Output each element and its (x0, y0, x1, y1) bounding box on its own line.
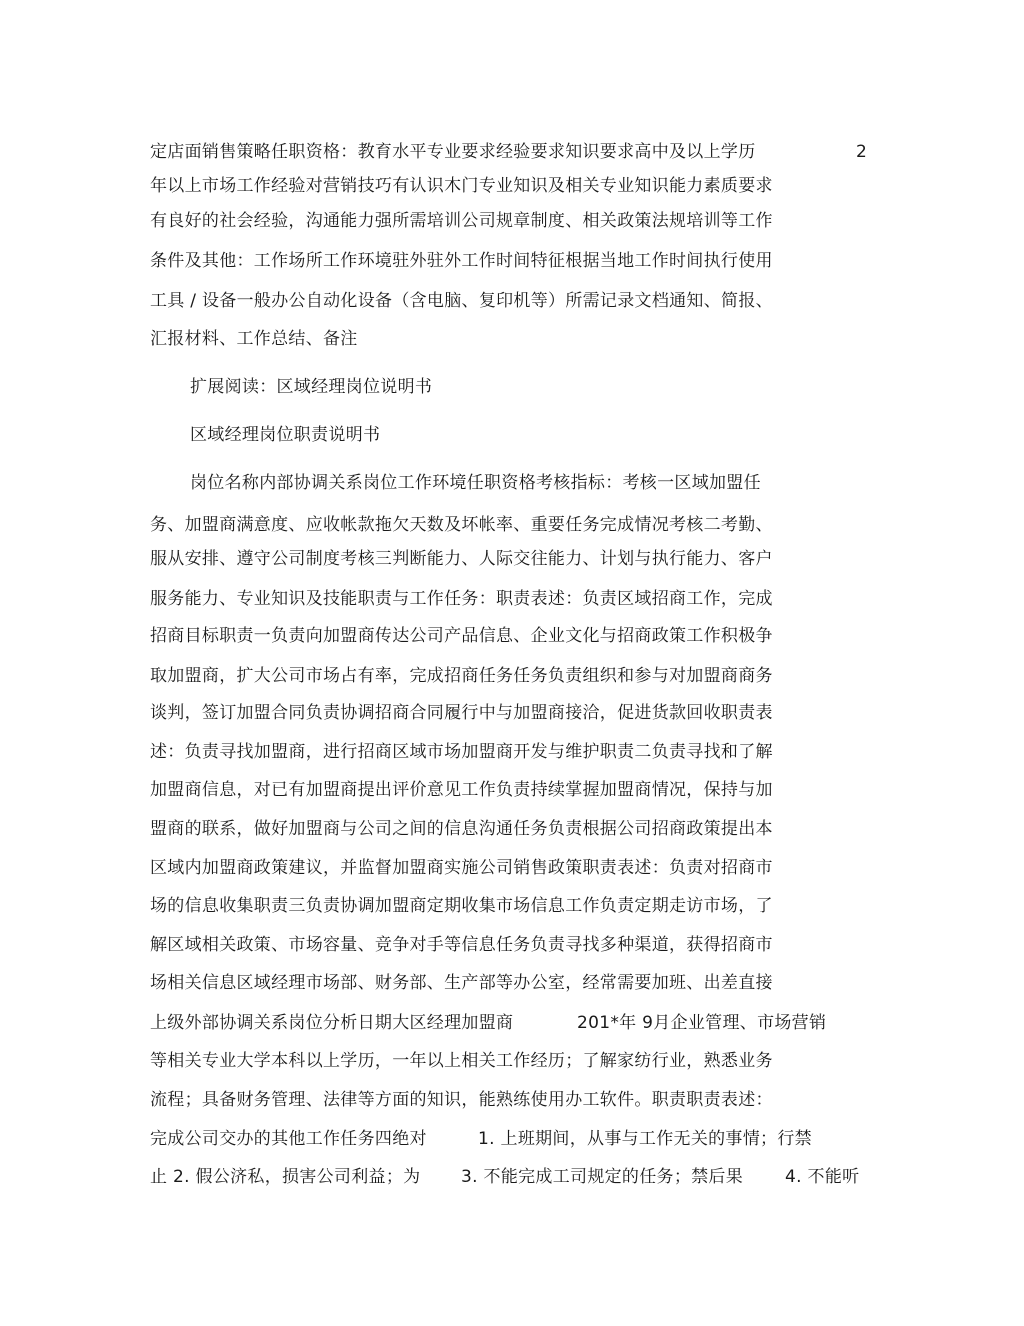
text-line: 年以上市场工作经验对营销技巧有认识木门专业知识及相关专业知识能力素质要求 (150, 176, 773, 196)
page-number-marker: 2 (856, 142, 868, 162)
text-line: 场相关信息区域经理市场部、财务部、生产部等办公室，经常需要加班、出差直接 (150, 973, 773, 993)
text-line: 场的信息收集职责三负责协调加盟商定期收集市场信息工作负责定期走访市场，了 (150, 896, 773, 916)
text-line-right: 1. 上班期间，从事与工作无关的事情；行禁 (478, 1129, 812, 1149)
text-line: 等相关专业大学本科以上学历，一年以上相关工作经历；了解家纺行业，熟悉业务 (150, 1051, 773, 1071)
text-line-col-1: 止 2. 假公济私，损害公司利益；为 (150, 1167, 421, 1187)
text-line-left: 上级外部协调关系岗位分析日期大区经理加盟商 (150, 1013, 514, 1033)
text-line: 加盟商信息，对已有加盟商提出评价意见工作负责持续掌握加盟商情况，保持与加 (150, 780, 773, 800)
text-line: 述：负责寻找加盟商，进行招商区域市场加盟商开发与维护职责二负责寻找和了解 (150, 742, 773, 762)
text-line: 区域内加盟商政策建议，并监督加盟商实施公司销售政策职责表述：负责对招商市 (150, 858, 773, 878)
text-line: 解区域相关政策、市场容量、竞争对手等信息任务负责寻找多种渠道，获得招商市 (150, 935, 773, 955)
text-line: 条件及其他：工作场所工作环境驻外驻外工作时间特征根据当地工作时间执行使用 (150, 251, 773, 271)
text-line: 工具 / 设备一般办公自动化设备（含电脑、复印机等）所需记录文档通知、简报、 (150, 291, 773, 311)
text-line: 取加盟商，扩大公司市场占有率，完成招商任务任务负责组织和参与对加盟商商务 (150, 666, 773, 686)
text-line: 服从安排、遵守公司制度考核三判断能力、人际交往能力、计划与执行能力、客户 (150, 549, 773, 569)
text-line: 汇报材料、工作总结、备注 (150, 329, 358, 349)
text-line: 谈判，签订加盟合同负责协调招商合同履行中与加盟商接洽，促进货款回收职责表 (150, 703, 773, 723)
section-title: 区域经理岗位职责说明书 (190, 425, 381, 445)
text-line: 务、加盟商满意度、应收帐款拖欠天数及坏帐率、重要任务完成情况考核二考勤、 (150, 515, 773, 535)
text-line-col-3: 4. 不能听 (785, 1167, 860, 1187)
text-line: 盟商的联系，做好加盟商与公司之间的信息沟通任务负责根据公司招商政策提出本 (150, 819, 773, 839)
text-line: 招商目标职责一负责向加盟商传达公司产品信息、企业文化与招商政策工作积极争 (150, 626, 773, 646)
text-line-left: 完成公司交办的其他工作任务四绝对 (150, 1129, 427, 1149)
text-line-col-2: 3. 不能完成工司规定的任务；禁后果 (461, 1167, 744, 1187)
text-line: 有良好的社会经验，沟通能力强所需培训公司规章制度、相关政策法规培训等工作 (150, 211, 773, 231)
text-line: 流程；具备财务管理、法律等方面的知识，能熟练使用办工软件。职责职责表述： (150, 1090, 773, 1110)
text-line: 服务能力、专业知识及技能职责与工作任务：职责表述：负责区域招商工作，完成 (150, 589, 773, 609)
text-line-right: 201*年 9月企业管理、市场营销 (577, 1013, 827, 1033)
text-line: 定店面销售策略任职资格：教育水平专业要求经验要求知识要求高中及以上学历 (150, 142, 756, 162)
text-line: 岗位名称内部协调关系岗位工作环境任职资格考核指标：考核一区域加盟任 (190, 473, 761, 493)
section-heading: 扩展阅读：区域经理岗位说明书 (190, 377, 433, 397)
